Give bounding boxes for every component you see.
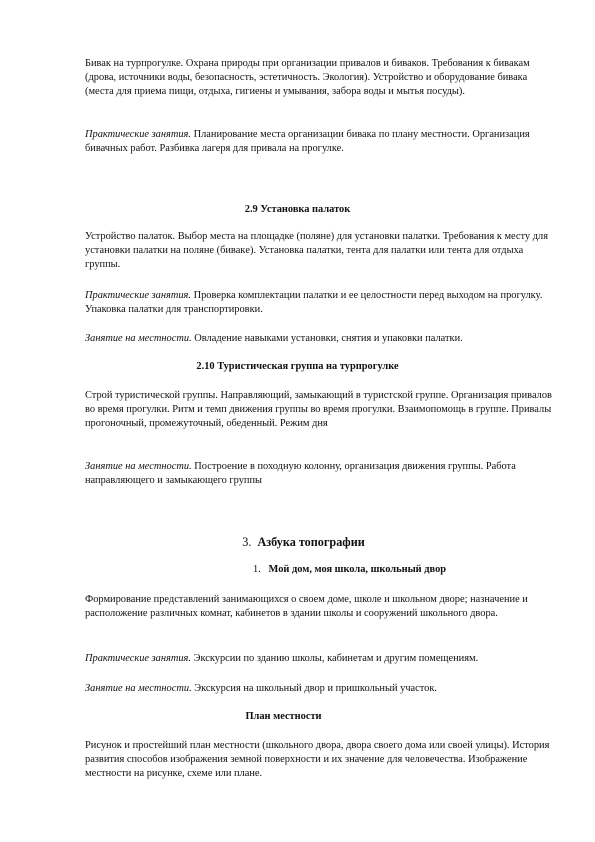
heading-plan: План местности (245, 711, 322, 722)
label-field: Занятие на местности. (85, 461, 192, 472)
paragraph-plan: Рисунок и простейший план местности (школьного двора, двора своего дома или своей улицы). История развития способов изображения земной поверхности и их значение для человечества. Изображение местности на рисунке, схеме или плане. (85, 740, 550, 779)
heading-2-9: 2.9 Установка палаток (244, 204, 351, 215)
paragraph-group: Строй туристической группы. Направляющий, замыкающий в туристской группе. Организация привалов во время прогулки. Ритм и темп движения группы во время прогулки. Взаимопомощь в группе. Привалы прогоночный, промежуточный, обеденный. Режим дня (85, 390, 552, 429)
paragraph-practice-school: Практические занятия. Экскурсии по зданию школы, кабинетам и другим помещениям. (85, 653, 479, 664)
label-practice: Практические занятия. (85, 290, 191, 301)
label-practice: Практические занятия. (85, 653, 191, 664)
paragraph-practice-tents: Практические занятия. Проверка комплектации палатки и ее целостности перед выходом на прогулку. Упаковка палатки для транспортировки. (85, 290, 543, 315)
paragraph-field-tents: Занятие на местности. Овладение навыками установки, снятия и упаковки палатки. (85, 333, 463, 344)
paragraph-tents: Устройство палаток. Выбор места на площадке (поляне) для установки палатки. Требования к месту для установки палатки на поляне (бивакe). Установка палатки, тента для палатки или тента для отдыха группы. (85, 231, 548, 270)
label-field: Занятие на местности. (85, 683, 192, 694)
paragraph-bivouac: Бивак на турпрогулке. Охрана природы при организации привалов и биваков. Требования к бивакам (дрова, источники воды, безопасность, эстетичность. Экология). Устройство и оборудование бивака (места для приема пищи, отдыха, гигиены и умывания, забора воды и мытья посуды). (85, 58, 530, 97)
paragraph-field-school: Занятие на местности. Экскурсия на школьный двор и пришкольный участок. (85, 683, 438, 694)
paragraph-field-group: Занятие на местности. Построение в походную колонну, организация движения группы. Работа направляющего и замыкающего группы (85, 461, 516, 486)
heading-2-10: 2.10 Туристическая группа на турпрогулке (196, 361, 399, 372)
heading-3-1: 1. Мой дом, моя школа, школьный двор (252, 564, 447, 575)
heading-3: 3. Азбука топографии (242, 535, 365, 549)
label-field: Занятие на местности. (85, 333, 192, 344)
paragraph-practice-bivouac: Практические занятия. Планирование места организации бивака по плану местности. Организация бивачных работ. Разбивка лагеря для привала на прогулке. (85, 129, 530, 154)
paragraph-home-school: Формирование представлений занимающихся о своем доме, школе и школьном дворе; назначение и расположение различных комнат, кабинетов в здании школы и сооружений школьного двора. (85, 594, 528, 619)
label-practice: Практические занятия. (85, 129, 191, 140)
